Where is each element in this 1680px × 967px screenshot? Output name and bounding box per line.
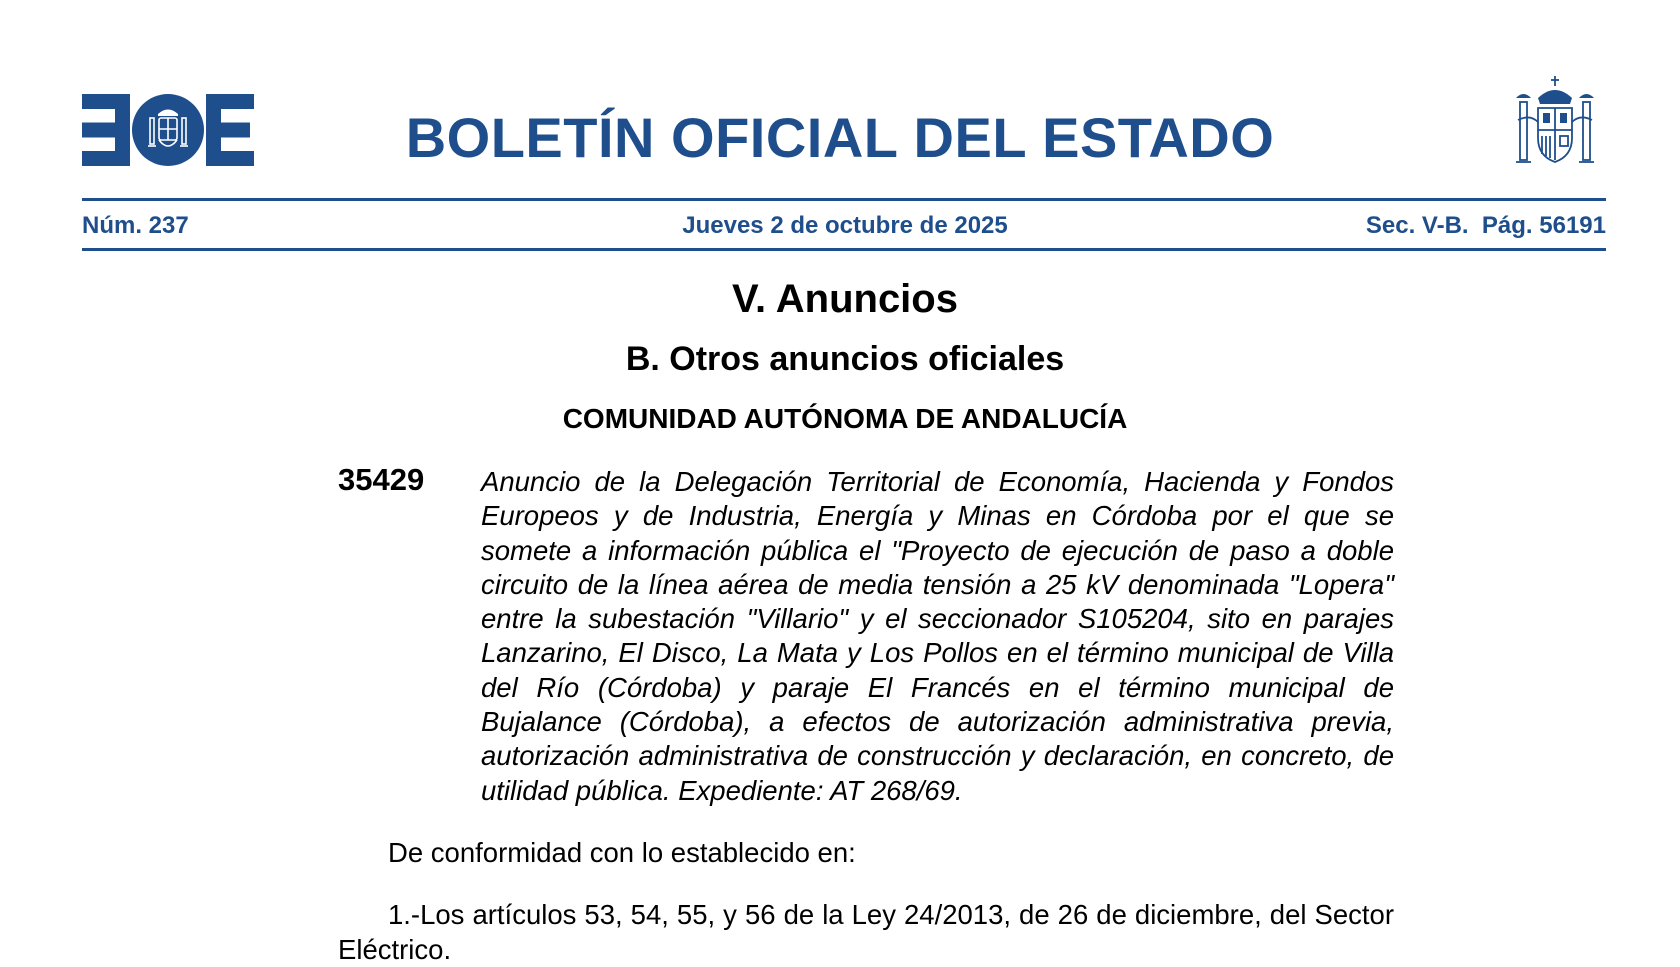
- announcement-number: 35429: [338, 462, 425, 497]
- organization-heading: COMUNIDAD AUTÓNOMA DE ANDALUCÍA: [562, 403, 1128, 434]
- subsection-title: B. Otros anuncios oficiales: [625, 340, 1065, 378]
- body-paragraph: De conformidad con lo establecido en:: [388, 837, 856, 868]
- issue-date: Jueves 2 de octubre de 2025: [682, 212, 1008, 239]
- body-paragraph: 1.-Los artículos 53, 54, 55, y 56 de la Ley 24/2013, de 26 de diciembre, del Sector Eléctrico.: [338, 899, 1394, 965]
- section-page: Sec. V-B. Pág. 56191: [1365, 212, 1606, 239]
- header-rule-top: [82, 198, 1606, 201]
- section-title: V. Anuncios: [732, 277, 958, 321]
- issue-number: Núm. 237: [82, 212, 189, 239]
- gazette-title: BOLETÍN OFICIAL DEL ESTADO: [405, 106, 1275, 169]
- header-rule-bottom: [82, 248, 1606, 251]
- spanish-coat-of-arms-icon: [1514, 76, 1596, 168]
- announcement-summary: Anuncio de la Delegación Territorial de Economía, Hacienda y Fondos Europeos y de Industria, Energía y Minas en Córdoba por el que se somete a información pública el "Proyecto de ejecución de paso a doble circuito de la línea aérea de media tensión a 25 kV denominada "Lopera" entre la subestación "Villario" y el seccionador S105204, sito en parajes Lanzarino, El Disco, La Mata y Los Pollos en el término municipal de Villa del Río (Córdoba) y paraje El Francés en el término municipal de Bujalance (Córdoba), a efectos de autorización administrativa previa, autorización administrativa de construcción y declaración, en concreto, de utilidad pública. Expediente: AT 268/69.: [481, 466, 1394, 806]
